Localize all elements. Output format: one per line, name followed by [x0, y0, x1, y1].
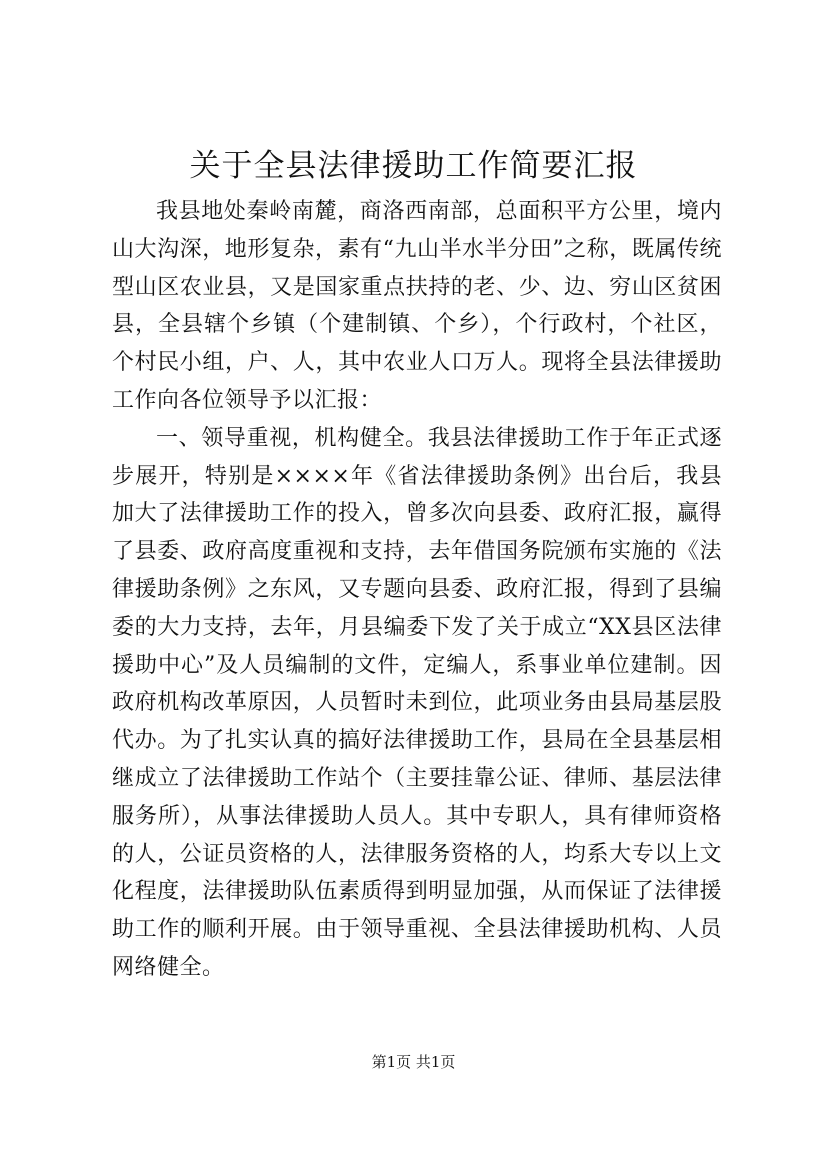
document-body: [112, 193, 722, 987]
document-title: 关于全县法律援助工作简要汇报: [189, 148, 638, 184]
page-footer: 第1页 共1页: [371, 1053, 456, 1071]
paragraph-intro: 我县地处秦岭南麓，商洛西南部，总面积平方公里，境内山大沟深，地形复杂，素有“九山半水半分田”之称，既属传统型山区农业县，又是国家重点扶持的老、少、边、穷山区贫困县，全县辖个乡镇（个建制镇、个乡），个行政村，个社区，个村民小组，户、人，其中农业人口万人。现将全县法律援助工作向各位领导予以汇报：: [112, 199, 722, 413]
paragraph-section-one: 一、领导重视，机构健全。我县法律援助工作于年正式逐步展开，特别是××××年《省法律援助条例》出台后，我县加大了法律援助工作的投入，曾多次向县委、政府汇报，赢得了县委、政府高度重视和支持，去年借国务院颁布实施的《法律援助条例》之东风，又专题向县委、政府汇报，得到了县编委的大力支持，去年，月县编委下发了关于成立“XX县区法律援助中心”及人员编制的文件，定编人，系事业单位建制。因政府机构改革原因，人员暂时未到位，此项业务由县局基层股代办。为了扎实认真的搞好法律援助工作，县局在全县基层相继成立了法律援助工作站个（主要挂靠公证、律师、基层法律服务所），从事法律援助人员人。其中专职人，具有律师资格的人，公证员资格的人，法律服务资格的人，均系大专以上文化程度，法律援助队伍素质得到明显加强，从而保证了法律援助工作的顺利开展。由于领导重视、全县法律援助机构、人员网络健全。: [112, 425, 722, 980]
